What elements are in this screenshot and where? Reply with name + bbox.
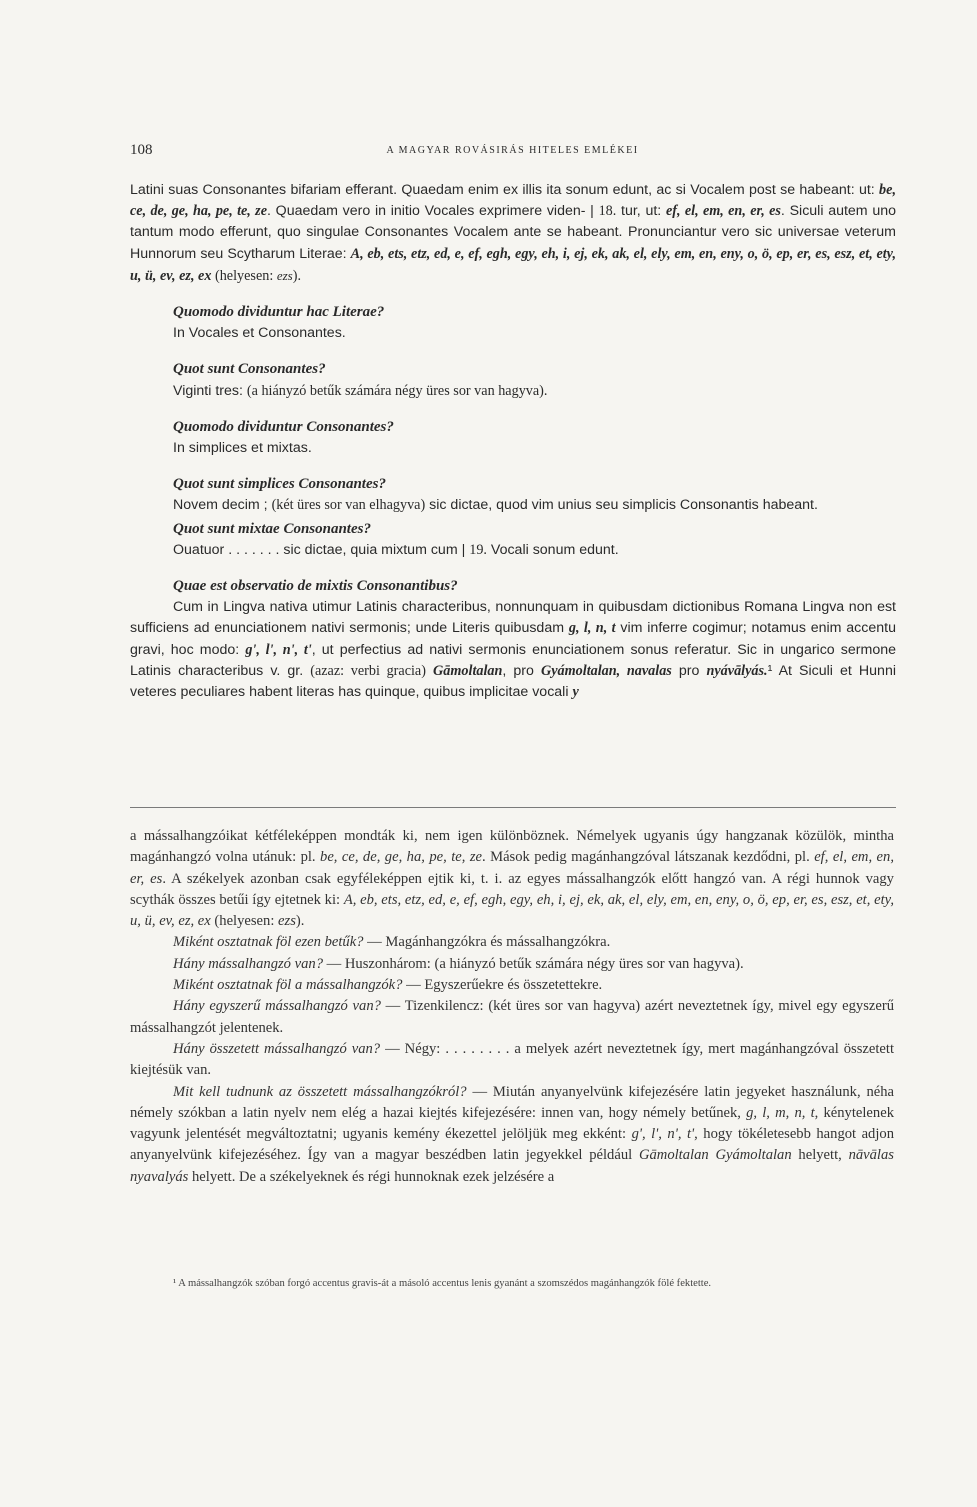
text-run: a mássalhangzóikat kétféleképpen mondták ki, nem igen különböznek. Némelyek ugyanis úgy hangzanak közülök, mintha magánhangzó volna utánuk: pl. (130, 828, 894, 866)
hungarian-paragraph-5 (130, 996, 894, 1039)
text-run: — Tizenkilencz: (két üres sor van hagyva) azért neveztetnek így, mivel egy egyszerű mássalhangzót jelentenek. (130, 998, 894, 1036)
text-run (426, 663, 433, 679)
text-run: ezs (278, 913, 296, 930)
text-run: vim inferre cogimur; notamus enim accentu gravi, hoc modo: (130, 620, 896, 658)
text-run: (a hiányzó betűk számára négy üres sor van hagyva). (246, 382, 548, 399)
page-header (130, 142, 895, 164)
question-5: Quot sunt mixtae Consonantes? (173, 520, 371, 537)
text-run: Cum in Lingva nativa utimur Latinis characteribus, nonnunquam in quibusdam dictionibus Romana Lingva non est sufficiens ad enunciationem nativi sermonis; unde Literis quibusdam (130, 599, 896, 637)
text-run: pro (671, 662, 707, 679)
text-run: — Négy: . . . . . . . . a melyek azért neveztetnek így, mert magánhangzóval összetett kiejtésük van. (130, 1040, 894, 1079)
hungarian-paragraph-4 (130, 975, 894, 996)
text-run: nāvālas nyavalyás (130, 1147, 894, 1185)
text-run: Novem decim ; (173, 497, 272, 514)
latin-paragraph-intro (130, 180, 896, 287)
question-2: Quot sunt Consonantes? (173, 361, 326, 378)
text-run: Ouatuor . . . . . . . sic dictae, quia mixtum cum | (173, 541, 470, 558)
text-run: Viginti tres: (173, 382, 247, 399)
text-run: — Huszonhárom: (a hiányzó betűk számára négy üres sor van hagyva). (323, 955, 744, 972)
hungarian-paragraph-1 (130, 826, 894, 932)
text-run: Miként osztatnak föl a mássalhangzók? (173, 977, 403, 994)
hungarian-paragraph-3 (130, 954, 894, 975)
text-run: Hány egyszerű mássalhangzó van? (173, 998, 381, 1015)
text-run: g', l', n', t' (631, 1126, 695, 1143)
text-run: nyávālyás. (706, 662, 768, 679)
text-run: A, eb, ets, etz, ed, e, ef, egh, egy, eh, i, ej, ek, ak, el, ely, em, en, eny, o, ö, ep, er, es, esz, et, ety, u, ü, ev, ez, ex (130, 245, 897, 284)
answer-5 (173, 540, 896, 561)
text-run: sic dictae, quod vim unius seu simplicis Consonantis habeant. (425, 497, 818, 514)
text-run: (helyesen: (210, 913, 279, 930)
answer-1 (173, 323, 896, 344)
text-run: y (572, 684, 579, 701)
answer-2 (173, 381, 896, 402)
text-run: g', l', n', t' (245, 641, 312, 658)
text-run: . Quaedam vero in initio Vocales exprimere viden- | (267, 203, 599, 220)
text-run: , kénytelenek vagyunk jelentését megváltoztatni; ugyanis kemény ékezettel jelöljük meg ekként: (130, 1104, 894, 1143)
text-run: tur, ut: (616, 203, 666, 220)
latin-text (130, 180, 896, 703)
hungarian-translation (130, 826, 894, 1188)
text-run: helyett, (791, 1147, 849, 1164)
text-run: Mit kell tudnunk az összetett mássalhangzókról? (173, 1083, 467, 1100)
text-run: — Magánhangzókra és mássalhangzókra. (363, 934, 611, 951)
question-4: Quot sunt simplices Consonantes? (173, 476, 386, 493)
answer-4 (130, 495, 896, 516)
text-run: — Miután anyanyelvünk kifejezésére latin jegyeket használunk, néha némely szókban a latin nyelv nem elég a hazai kiejtés kifejezésére: innen van, hogy némely betűnek, (130, 1083, 894, 1121)
text-run: 18. (598, 203, 617, 220)
text-run: g, l, m, n, t (746, 1104, 815, 1121)
text-run: . Mások pedig magánhangzóval látszanak kezdődni, pl. (482, 849, 815, 866)
text-run: Gāmoltalan (433, 662, 503, 679)
text-run: ¹ At Siculi et Hunni veteres peculiares habent literas has quinque, quibus implicitae vocali (130, 662, 896, 701)
text-run: 19. (469, 541, 487, 558)
text-run: , pro (502, 662, 541, 679)
text-run: ). (292, 267, 302, 284)
text-run: Gyámoltalan, navalas (541, 662, 672, 679)
text-run: Hány mássalhangzó van? (173, 955, 323, 972)
text-run: ef, el, em, en, er, es (665, 203, 781, 220)
text-run: , ut perfectius ad nativi sermonis enunciationem sonus referatur. Sic in ungarico sermone Latinis characteribus v. gr. (130, 641, 896, 679)
text-run: Latini suas Consonantes bifariam efferant. Quaedam enim ex illis ita sonum edunt, ac si Vocalem post se habeant: ut: (130, 182, 880, 198)
running-title: A MAGYAR ROVÁSIRÁS HITELES EMLÉKEI (386, 145, 639, 156)
text-run: ezs (276, 267, 293, 283)
text-run: be, ce, de, ge, ha, pe, te, ze (320, 849, 482, 866)
question-3: Quomodo dividuntur Consonantes? (173, 418, 394, 435)
footnote: ¹ A mássalhangzók szóban forgó accentus gravis-át a másoló accentus lenis gyanánt a szomszédos magánhangzók fölé fektette. (173, 1278, 712, 1289)
hungarian-paragraph-2 (130, 932, 894, 953)
latin-paragraph-observatio (130, 597, 896, 703)
text-run: Miként osztatnak föl ezen betűk? (173, 934, 364, 951)
section-divider (130, 807, 896, 808)
text-run: , hogy tökéletesebb hangot adjon anyanyelvünk kifejezéséhez. Így van a magyar beszédben latin jegyekkel például (130, 1126, 894, 1164)
text-run: In Vocales et Consonantes. (173, 325, 346, 342)
question-6: Quae est observatio de mixtis Consonantibus? (173, 578, 458, 595)
text-run: Gāmoltalan Gyámoltalan (638, 1147, 792, 1164)
hungarian-paragraph-6 (130, 1039, 894, 1082)
text-run: A, eb, ets, etz, ed, e, ef, egh, egy, eh, i, ej, ek, ak, el, ely, em, en, eny, o, ö, ep, er, es, esz, et, ety, u, ü, ev, ez, ex (130, 891, 894, 930)
text-run: . A székelyek azonban csak egyféleképpen ejtik ki, t. i. az egyes mássalhangzók előtt hangzó van. A régi hunnok vagy scythák összes betűi így ejtetnek ki: (130, 870, 894, 908)
text-run: (azaz: verbi gracia) (310, 662, 426, 679)
page-number: 108 (130, 142, 153, 158)
text-run: — Egyszerűekre és összetettekre. (402, 977, 603, 994)
text-run: In simplices et mixtas. (173, 440, 312, 457)
text-run: helyett. De a székelyeknek és régi hunnoknak ezek jelzésére a (188, 1168, 555, 1185)
text-run: g, l, n, t (568, 620, 616, 637)
text-run: Vocali sonum edunt. (486, 541, 619, 558)
text-run: (két üres sor van elhagyva) (271, 497, 426, 514)
hungarian-paragraph-7 (130, 1082, 894, 1188)
question-1: Quomodo dividuntur hac Literae? (173, 304, 385, 321)
text-run: . Siculi autem uno tantum modo efferunt, quo singulae Consonantes Vocalem ante se habeant. Pronunciantur vero sic universae veterum Hunnorum seu Scytharum Literae: (130, 203, 897, 262)
text-run: ef, el, em, en, er, es (130, 849, 894, 887)
text-run: Hány összetett mássalhangzó van? (173, 1040, 381, 1057)
text-run: be, ce, de, ge, ha, pe, te, ze (130, 182, 896, 220)
answer-3 (173, 438, 896, 459)
text-run: ). (295, 913, 305, 930)
text-run: (helyesen: (211, 267, 277, 284)
